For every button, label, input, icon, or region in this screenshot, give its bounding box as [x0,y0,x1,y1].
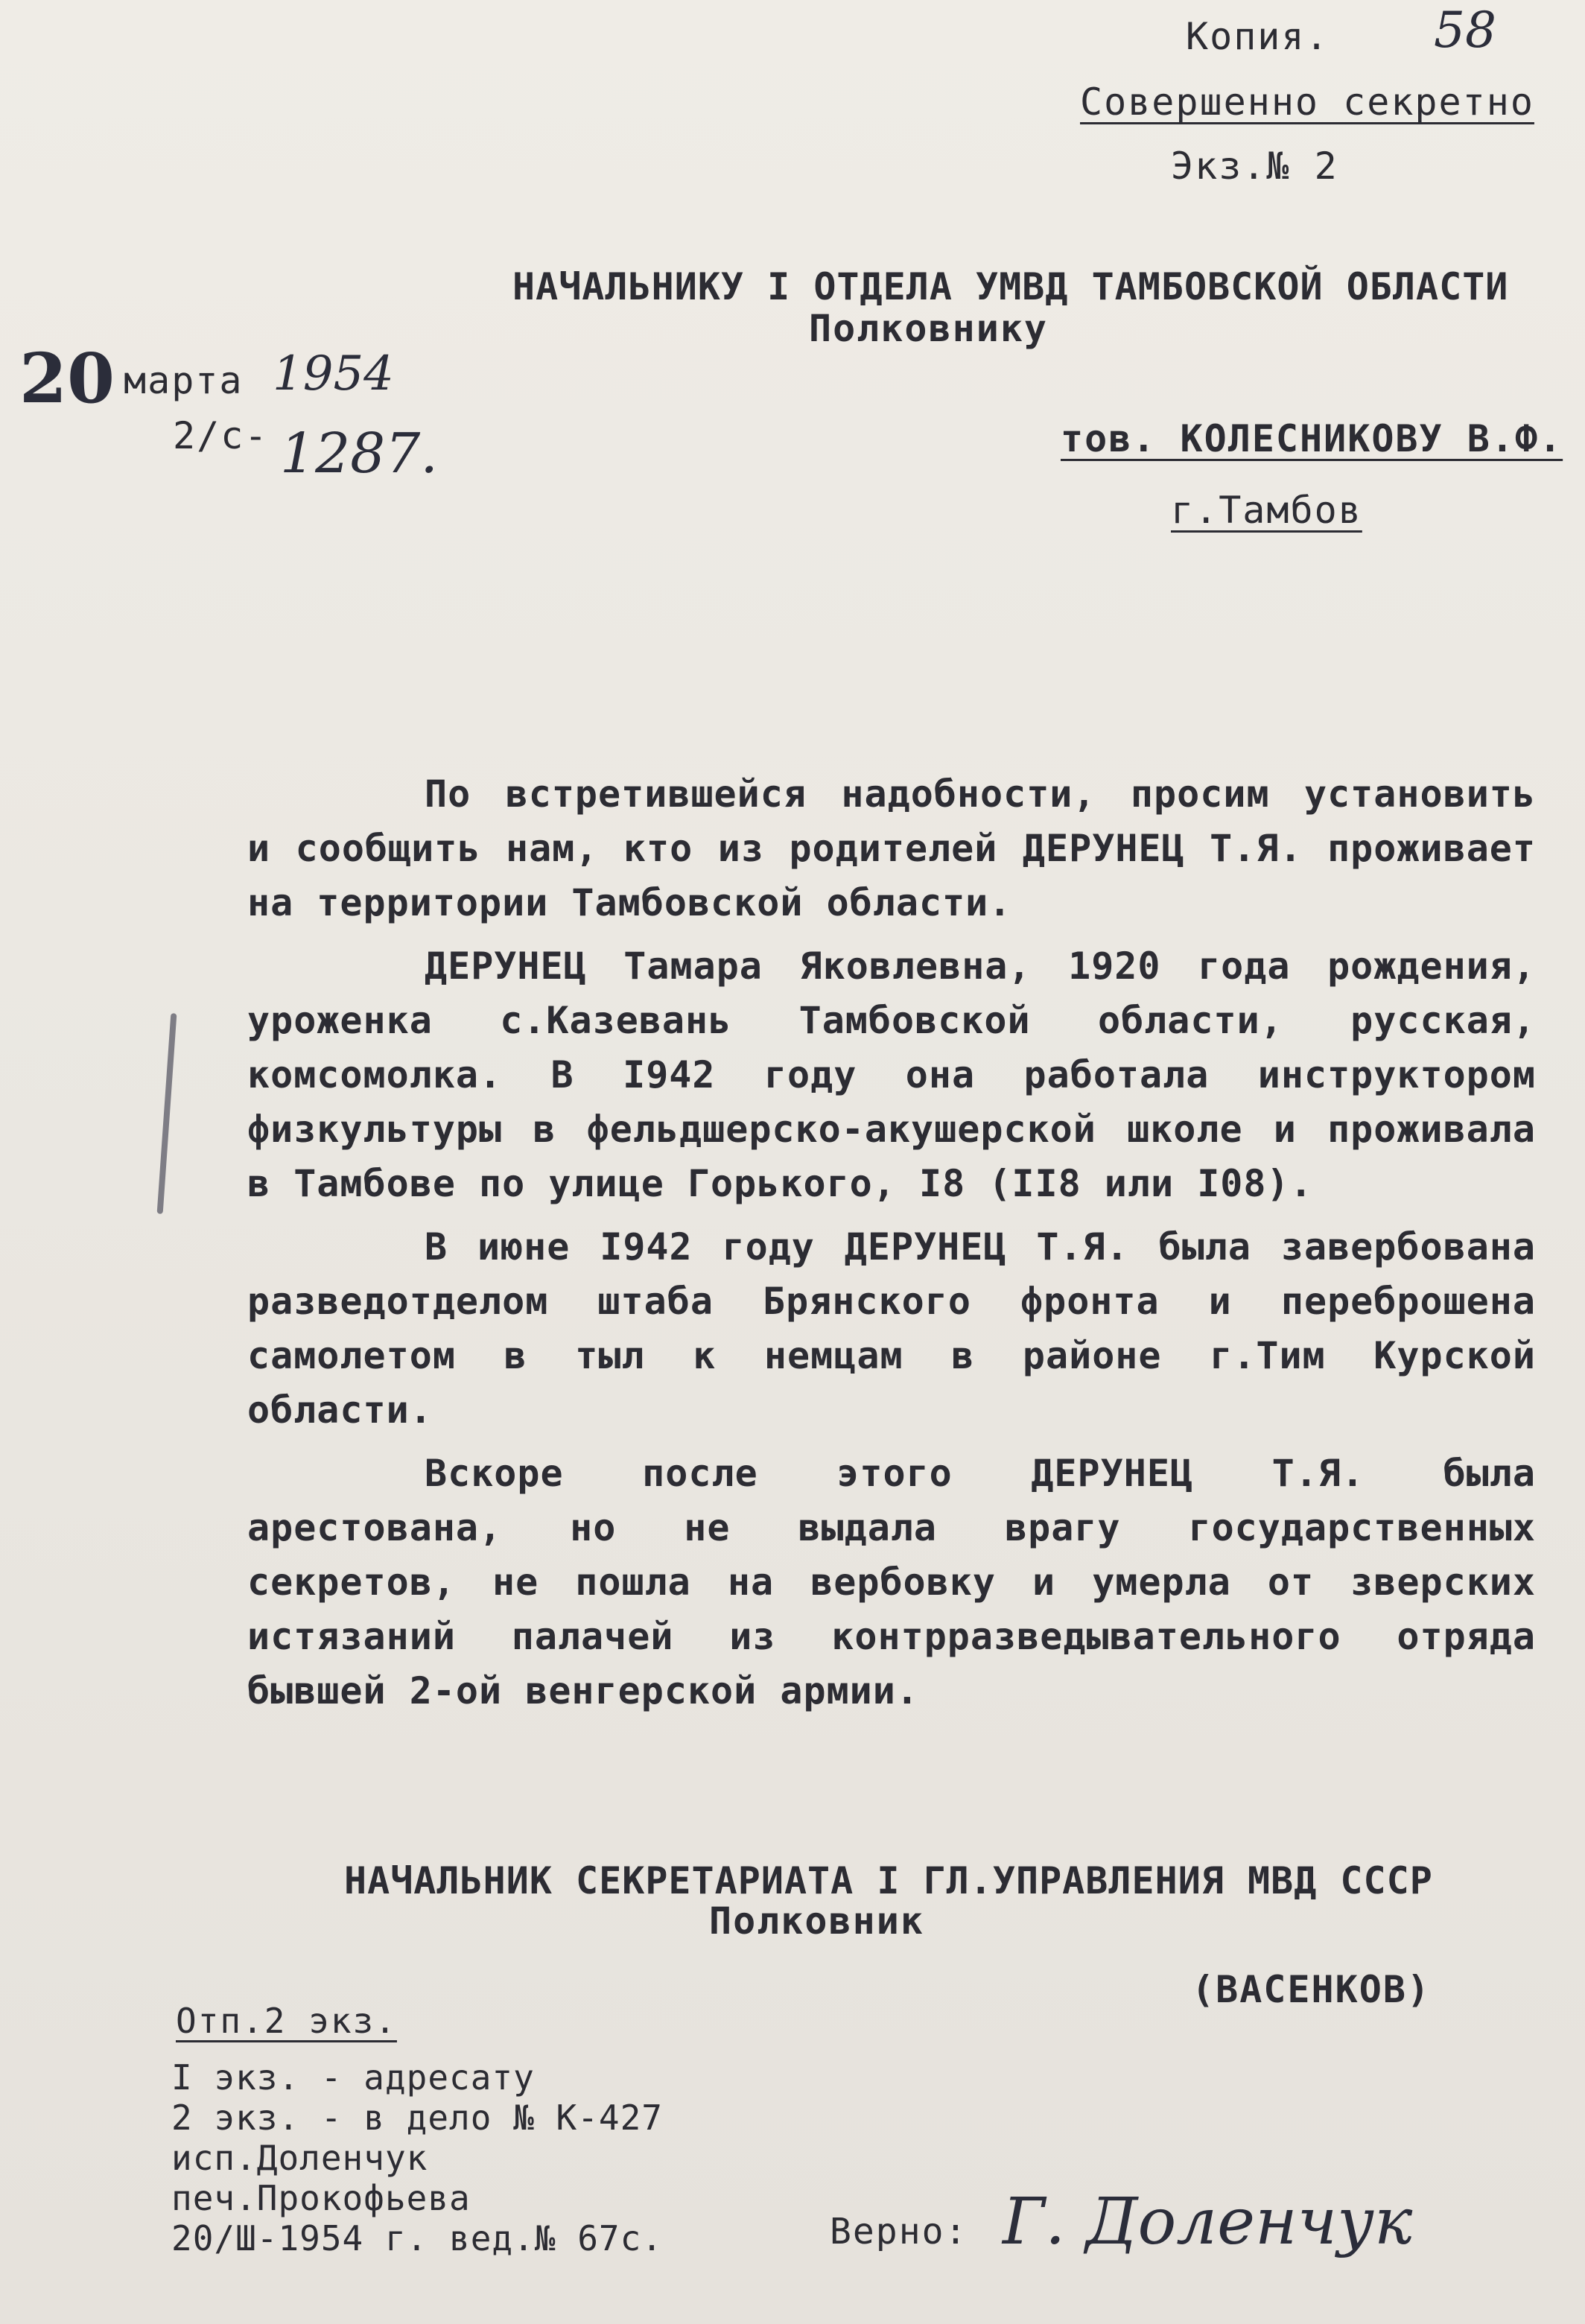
date-day-handwritten: 20 [19,338,115,419]
copy-label: Копия. [1186,15,1330,58]
classification-stamp: Совершенно секретно [1080,80,1534,124]
distribution-line: печ.Прокофьева [171,2178,471,2218]
distribution-list [171,2057,663,2258]
distribution-line: I экз. - адресату [171,2057,535,2098]
addressee-line2: Полковнику [809,307,1049,350]
signatory-title-line1: НАЧАЛЬНИК СЕКРЕТАРИАТА I ГЛ.УПРАВЛЕНИЯ МВД СССР [344,1859,1433,1902]
addressee-city: г.Тамбов [1171,489,1362,532]
reference-number-handwritten: 1287. [280,422,438,486]
signatory-name: (ВАСЕНКОВ) [1192,1968,1432,2011]
body-paragraph-3: В июне I942 году ДЕРУНЕЦ Т.Я. была завербована разведотделом штаба Брянского фронта и переброшена самолетом в тыл к немцам в районе г.Тим Курской области. [247,1225,1536,1432]
body-paragraph-2: ДЕРУНЕЦ Тамара Яковлевна, 1920 года рождения, уроженка с.Казевань Тамбовской области, русская, комсомолка. В I942 году она работала инструктором физкультуры в фельдшерско-акушерской школе и проживала в Тамбове по улице Горького, I8 (II8 или I08). [247,944,1536,1205]
certification-signature: Г. Доленчук [1003,2185,1413,2259]
distribution-heading: Отп.2 экз. [176,2001,397,2041]
letter-body [247,767,1536,1718]
body-paragraph-4: Вскоре после этого ДЕРУНЕЦ Т.Я. была арестована, но не выдала врагу государственных секретов, не пошла на вербовку и умерла от зверских истязаний палачей из контрразведывательного отряда бывшей 2-ой венгерской армии. [247,1452,1536,1712]
date-month: марта [124,359,244,402]
margin-pencil-mark [157,1013,177,1214]
exemplar-number: Экз.№ 2 [1171,145,1338,188]
page-number-handwritten: 58 [1434,1,1496,59]
body-paragraph-1: По встретившейся надобности, просим установить и сообщить нам, кто из родителей ДЕРУНЕЦ Т.Я. проживает на территории Тамбовской области. [247,772,1536,924]
signatory-title-line2: Полковник [709,1899,924,1943]
date-year-handwritten: 1954 [273,346,394,401]
distribution-line: исп.Доленчук [171,2138,428,2178]
distribution-line: 20/Ш-1954 г. вед.№ 67с. [171,2218,663,2258]
addressee-line1: НАЧАЛЬНИКУ I ОТДЕЛА УМВД ТАМБОВСКОЙ ОБЛАСТИ [512,265,1509,308]
reference-prefix: 2/с- [173,414,269,457]
certification-label: Верно: [830,2211,968,2252]
distribution-line: 2 экз. - в дело № К-427 [171,2098,663,2138]
addressee-name: тов. КОЛЕСНИКОВУ В.Ф. [1061,417,1563,460]
